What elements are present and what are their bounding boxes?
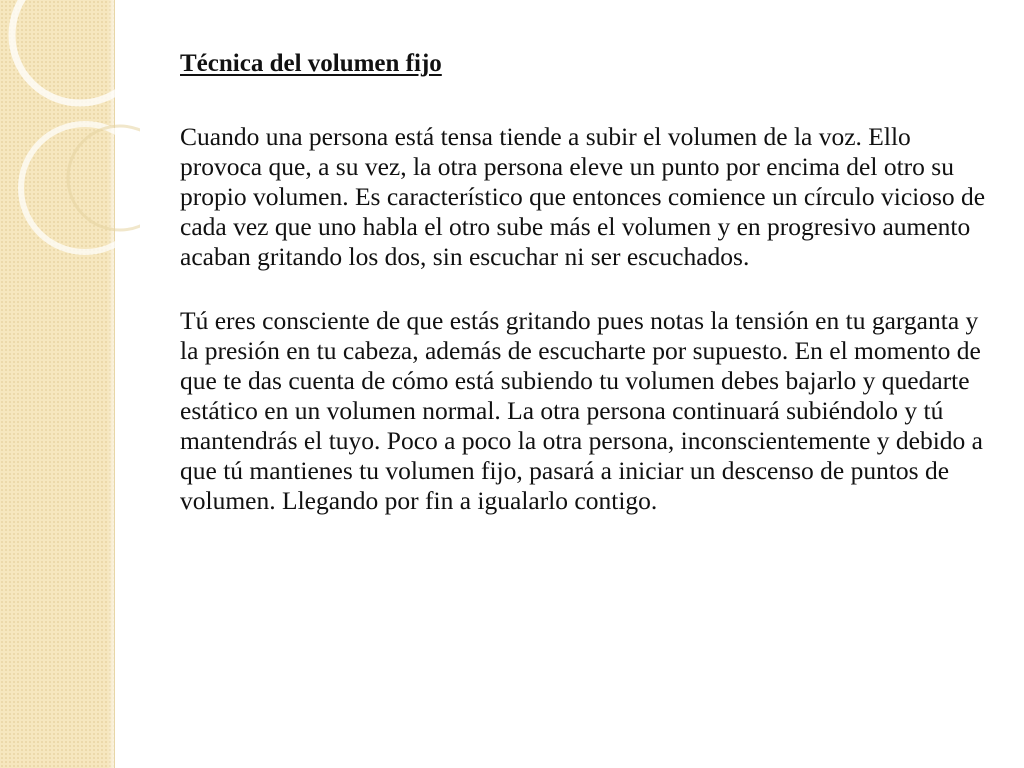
slide-content xyxy=(180,48,995,516)
decorative-circle-top xyxy=(12,0,140,103)
slide-title: Técnica del volumen fijo xyxy=(180,50,442,77)
paragraph-2: Tú eres consciente de que estás gritando pues notas la tensión en tu garganta y la presión en tu cabeza, además de escucharte por supuesto. En el momento de que te das cuenta de cómo está subiendo tu volumen debes bajarlo y quedarte estático en un volumen normal. La otra persona continuará subiéndolo y tú mantendrás el tuyo. Poco a poco la otra persona, inconscientemente y debido a que tú mantienes tu volumen fijo, pasará a iniciar un descenso de puntos de volumen. Llegando por fin a igualarlo contigo. xyxy=(180,306,983,515)
paragraph-1: Cuando una persona está tensa tiende a subir el volumen de la voz. Ello provoca que, a su vez, la otra persona eleve un punto por encima del otro su propio volumen. Es característico que entonces comience un círculo vicioso de cada vez que uno habla el otro sube más el volumen y en progresivo aumento acaban gritando los dos, sin escuchar ni ser escuchados. xyxy=(180,122,986,271)
decorative-circles xyxy=(0,0,140,330)
